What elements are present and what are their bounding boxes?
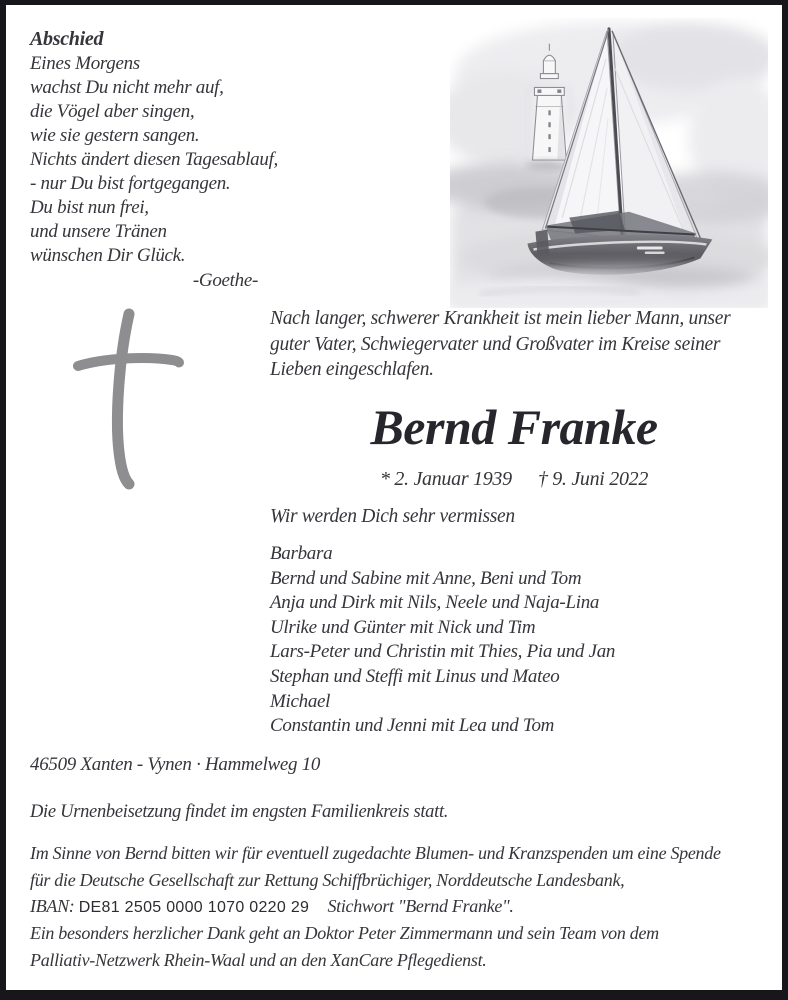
poem-line: wünschen Dir Glück. [30, 245, 186, 266]
death-date: † 9. Juni 2022 [537, 468, 649, 490]
thanks-paragraph [30, 920, 659, 973]
poem-line: wachst Du nicht mehr auf, [30, 77, 224, 98]
poem-line: wie sie gestern sangen. [30, 125, 200, 146]
mourner-line: Stephan und Steffi mit Linus und Mateo [270, 665, 560, 687]
mourner-line: Lars-Peter und Christin mit Thies, Pia und Jan [270, 641, 616, 663]
life-dates [270, 468, 758, 491]
poem-title: Abschied [30, 28, 104, 50]
iban-number: DE81 2505 0000 1070 0220 29 [78, 899, 310, 916]
poem-line: Eines Morgens [30, 53, 140, 74]
iban-line [30, 893, 721, 922]
announcement-text [270, 306, 730, 383]
donation-line: Im Sinne von Bernd bitten wir für eventuell zugedachte Blumen- und Kranzspenden um eine Spende [30, 843, 721, 863]
poem-block [30, 26, 279, 293]
poem-line: Du bist nun frei, [30, 197, 149, 218]
birth-date: * 2. Januar 1939 [379, 468, 512, 490]
memorial-cross-icon [72, 306, 184, 492]
mourner-line: Anja und Dirk mit Nils, Neele und Naja-Lina [270, 592, 600, 614]
donation-keyword: Stichwort "Bernd Franke". [327, 896, 514, 916]
poem-line: und unsere Tränen [30, 221, 167, 242]
farewell-line: Wir werden Dich sehr vermissen [270, 506, 515, 527]
donation-line: für die Deutsche Gesellschaft zur Rettung Schiffbrüchiger, Norddeutsche Landesbank, [30, 869, 625, 890]
mourner-line: Constantin und Jenni mit Lea und Tom [270, 715, 555, 737]
mourner-line: Bernd und Sabine mit Anne, Beni und Tom [270, 567, 582, 589]
thanks-line: Ein besonders herzlicher Dank geht an Doktor Peter Zimmermann und sein Team von dem [30, 923, 659, 943]
sailboat-lighthouse-artwork-icon [450, 18, 768, 308]
donation-paragraph [30, 840, 721, 922]
poem-line: Nichts ändert diesen Tagesablauf, [30, 149, 279, 170]
announcement-line: Nach langer, schwerer Krankheit ist mein lieber Mann, unser [270, 308, 731, 329]
mourner-line: Ulrike und Günter mit Nick und Tim [270, 616, 536, 638]
funeral-note: Die Urnenbeisetzung findet im engsten Familienkreis statt. [30, 802, 449, 822]
poem-line: - nur Du bist fortgegangen. [30, 173, 231, 194]
deceased-name: Bernd Franke [370, 399, 658, 455]
announcement-line: Lieben eingeschlafen. [270, 359, 434, 380]
mourners-list [270, 542, 615, 739]
address-line: 46509 Xanten - Vynen · Hammelweg 10 [30, 754, 321, 775]
iban-label: IBAN: [30, 896, 75, 916]
mourner-line: Michael [270, 690, 331, 712]
thanks-line: Palliativ-Netzwerk Rhein-Waal und an den XanCare Pflegedienst. [30, 949, 487, 970]
mourner-line: Barbara [270, 543, 333, 564]
poem-attribution: -Goethe- [192, 270, 258, 291]
poem-line: die Vögel aber singen, [30, 101, 195, 122]
announcement-line: guter Vater, Schwiegervater und Großvater im Kreise seiner [270, 333, 721, 355]
